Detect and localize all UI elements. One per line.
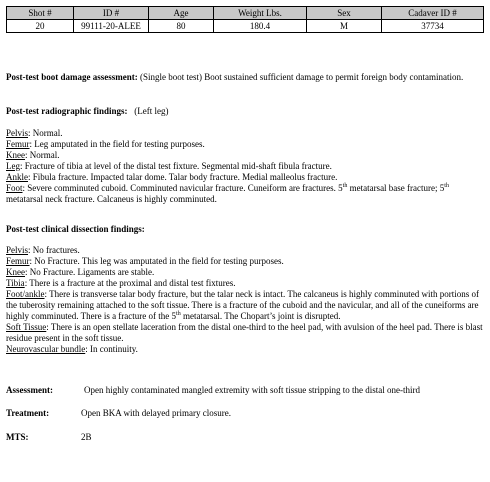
radio-leg-label: Leg: [6, 161, 20, 171]
assessment-line: [6, 385, 484, 396]
boot-text: (Single boot test) Boot sustained sufficient damage to permit foreign body contamination.: [137, 72, 464, 82]
radiographic-note: (Left leg): [134, 106, 169, 116]
header-shot: Shot #: [7, 7, 74, 20]
radio-knee-text: : Normal.: [25, 150, 60, 160]
dissect-foot-label: Foot/ankle: [6, 289, 45, 299]
treatment-text: Open BKA with delayed primary closure.: [81, 408, 231, 418]
dissect-neuro-label: Neurovascular bundle: [6, 344, 86, 354]
radio-knee-label: Knee: [6, 150, 25, 160]
assessment-label: Assessment:: [6, 385, 53, 395]
radio-ankle-label: Ankle: [6, 172, 28, 182]
radio-pelvis-label: Pelvis: [6, 128, 29, 138]
dissect-knee-text: : No Fracture. Ligaments are stable.: [25, 267, 155, 277]
dissect-neuro-text: : In continuity.: [85, 344, 138, 354]
mts-line: [6, 432, 484, 443]
mts-label: MTS:: [6, 432, 29, 442]
specimen-table: [6, 6, 484, 33]
dissect-soft-label: Soft Tissue: [6, 322, 47, 332]
dissect-soft-text: : There is an open stellate laceration from the distal one-third to the heel pad, with avulsion of the heel pad. There is blast residue present in the soft tissue.: [6, 322, 483, 343]
dissect-pelvis-text: : No fractures.: [28, 245, 80, 255]
treatment-line: [6, 408, 484, 419]
dissection-findings: [6, 245, 484, 355]
dissection-heading-line: [6, 224, 484, 235]
cell-sex: M: [307, 20, 382, 33]
assessment-text: Open highly contaminated mangled extremity with soft tissue stripping to the distal one-third: [84, 385, 420, 395]
radiographic-heading-line: [6, 106, 484, 117]
table-header-row: [7, 7, 484, 20]
boot-assessment: [6, 72, 484, 83]
cell-cadaver-id: 37734: [382, 20, 484, 33]
radio-foot-label: Foot: [6, 183, 23, 193]
dissect-pelvis-label: Pelvis: [6, 245, 29, 255]
dissect-foot-text-2: metatarsal. The Chopart’s joint is disrupted.: [180, 311, 341, 321]
radio-femur-label: Femur: [6, 139, 30, 149]
radio-femur-text: : Leg amputated in the field for testing purposes.: [29, 139, 205, 149]
cell-id: 99111-20-ALEE: [74, 20, 149, 33]
radio-foot-text-3: metatarsal neck fracture. Calcaneus is highly comminuted.: [6, 194, 217, 204]
header-weight: Weight Lbs.: [214, 7, 307, 20]
dissect-femur-label: Femur: [6, 256, 30, 266]
dissect-foot-sup: th: [176, 311, 181, 317]
boot-heading: Post-test boot damage assessment:: [6, 72, 138, 82]
dissect-foot-text-1: : There is transverse talar body fracture, but the talar neck is intact. The calcaneus is highly comminuted with portions of the tuberosity remaining attached to the soft tissue. There is a fracture of the cuboid and the navicular, and all of the cuneiforms are highly comminuted. There is a fracture of the 5: [6, 289, 480, 321]
dissect-knee-label: Knee: [6, 267, 25, 277]
mts-text: 2B: [81, 432, 92, 442]
header-sex: Sex: [307, 7, 382, 20]
radiographic-heading: Post-test radiographic findings:: [6, 106, 128, 116]
dissect-femur-text: : No Fracture. This leg was amputated in the field for testing purposes.: [29, 256, 284, 266]
treatment-label: Treatment:: [6, 408, 50, 418]
radio-foot-sup-1: th: [342, 183, 348, 189]
cell-weight: 180.4: [214, 20, 307, 33]
dissect-tibia-label: Tibia: [6, 278, 25, 288]
header-cadaver-id: Cadaver ID #: [382, 7, 484, 20]
header-id: ID #: [74, 7, 149, 20]
dissect-tibia-text: : There is a fracture at the proximal and distal test fixtures.: [24, 278, 236, 288]
radio-foot-sup-2: th: [444, 183, 449, 189]
radio-foot-text-2: metatarsal base fracture; 5: [347, 183, 445, 193]
radiographic-findings: [6, 128, 484, 205]
radio-ankle-text: : Fibula fracture. Impacted talar dome. Talar body fracture. Medial malleolus fracture.: [28, 172, 338, 182]
radio-foot-text-1: : Severe comminuted cuboid. Comminuted navicular fracture. Cuneiform are fractures. 5: [22, 183, 343, 193]
cell-shot: 20: [7, 20, 74, 33]
header-age: Age: [149, 7, 214, 20]
table-row: [7, 20, 484, 33]
dissection-heading: Post-test clinical dissection findings:: [6, 224, 145, 234]
radio-pelvis-text: : Normal.: [28, 128, 63, 138]
cell-age: 80: [149, 20, 214, 33]
radio-leg-text: : Fracture of tibia at level of the distal test fixture. Segmental mid-shaft fibula fracture.: [20, 161, 332, 171]
